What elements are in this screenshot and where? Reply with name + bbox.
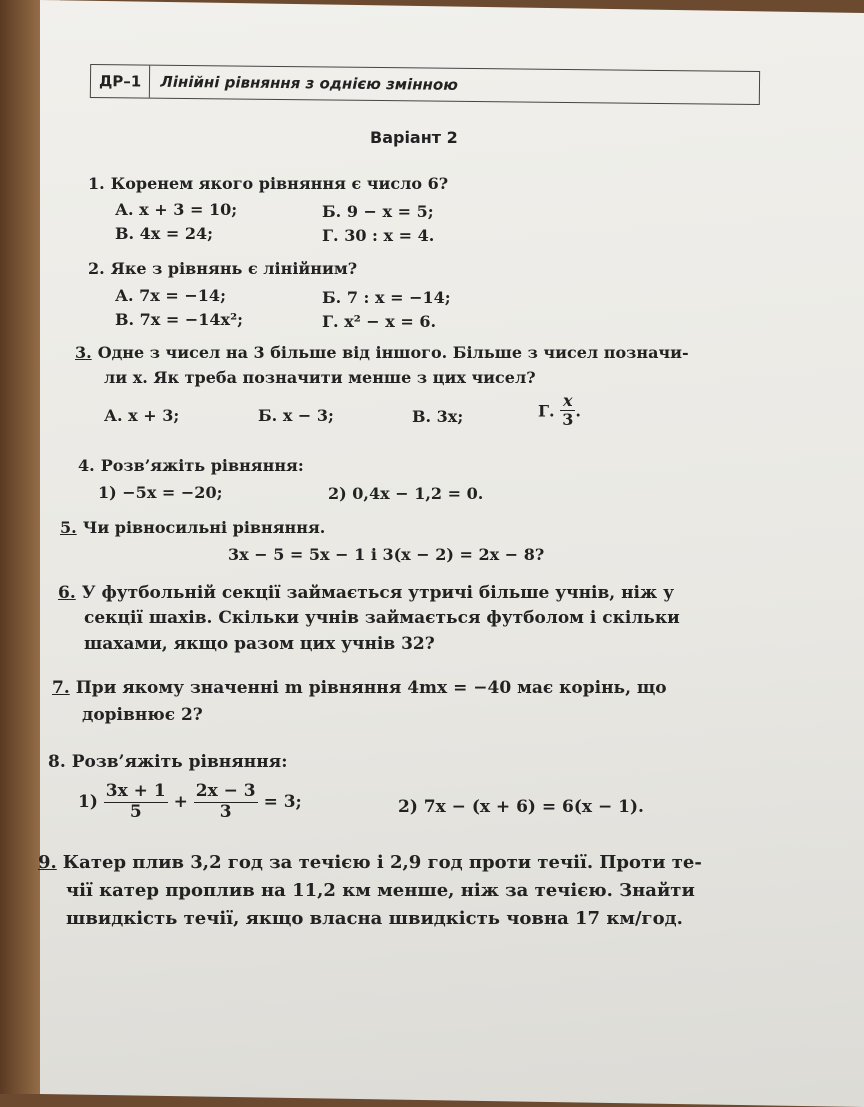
question-9-line-1 xyxy=(38,852,702,873)
question-1-text: Коренем якого рівняння є число 6? xyxy=(110,174,449,193)
question-5 xyxy=(60,518,325,537)
question-8-number: 8. xyxy=(48,752,66,772)
question-2-number: 2. xyxy=(88,259,105,278)
question-8-text: Розв’яжіть рівняння: xyxy=(71,752,288,772)
q3-option-d-denominator: 3 xyxy=(562,410,574,430)
question-6-line-1 xyxy=(58,583,674,603)
question-7-number: 7. xyxy=(52,678,70,698)
q3-option-c: В. 3x; xyxy=(412,407,464,426)
question-9-text-1: Катер плив 3,2 год за течією і 2,9 год проти течії. Проти те- xyxy=(62,852,702,873)
q8-part-1-label: 1) xyxy=(78,792,98,813)
q2-option-a: А. 7x = −14; xyxy=(115,286,226,305)
worksheet-header xyxy=(90,64,760,105)
question-6-text-1: У футбольній секції займається утричі більше учнів, ніж у xyxy=(81,583,674,603)
q1-option-c: В. 4x = 24; xyxy=(115,224,214,243)
q3-option-d-end: . xyxy=(575,401,581,421)
q8-fraction-2-numerator: 2x − 3 xyxy=(195,781,256,801)
question-1-number: 1. xyxy=(88,174,105,193)
question-5-number: 5. xyxy=(60,518,77,537)
q2-option-b: Б. 7 : x = −14; xyxy=(322,288,451,307)
question-4 xyxy=(78,456,304,475)
question-3-number: 3. xyxy=(75,343,92,362)
q8-part-1-end: = 3; xyxy=(263,792,302,813)
question-8 xyxy=(48,752,288,772)
q8-fraction-2 xyxy=(194,782,258,822)
question-7-text-1: При якому значенні m рівняння 4mx = −40 має корінь, що xyxy=(75,678,667,698)
question-2 xyxy=(88,259,357,278)
q3-option-d-fraction xyxy=(560,392,575,430)
q2-option-c: В. 7x = −14x²; xyxy=(115,310,244,329)
question-7-line-2: дорівнює 2? xyxy=(82,705,203,725)
q4-part-2: 2) 0,4x − 1,2 = 0. xyxy=(328,484,484,503)
q3-option-d-numerator: x xyxy=(560,392,575,411)
header-title: Лінійні рівняння з однією змінною xyxy=(160,72,458,94)
q8-part-1 xyxy=(78,782,302,822)
header-code: ДР–1 xyxy=(91,65,151,98)
question-5-equations: 3x − 5 = 5x − 1 і 3(x − 2) = 2x − 8? xyxy=(228,545,545,564)
q8-fraction-2-denominator: 3 xyxy=(219,801,232,822)
q3-option-b: Б. x − 3; xyxy=(258,406,334,425)
question-2-text: Яке з рівнянь є лінійним? xyxy=(110,259,358,278)
question-9-number: 9. xyxy=(38,852,57,873)
question-9-line-3: швидкість течії, якщо власна швидкість човна 17 км/год. xyxy=(66,908,683,929)
q4-part-1: 1) −5x = −20; xyxy=(98,483,223,502)
question-9-line-2: чії катер проплив на 11,2 км менше, ніж за течією. Знайти xyxy=(66,880,695,901)
question-6-line-2: секції шахів. Скільки учнів займається футболом і скільки xyxy=(84,608,680,628)
question-6-line-3: шахами, якщо разом цих учнів 32? xyxy=(84,634,435,654)
q8-fraction-1 xyxy=(104,782,168,822)
q3-option-d xyxy=(538,392,581,430)
variant-title: Варіант 2 xyxy=(370,128,458,147)
q8-fraction-1-denominator: 5 xyxy=(129,801,142,822)
question-1 xyxy=(88,174,448,193)
question-5-text: Чи рівносильні рівняння. xyxy=(82,518,326,537)
q3-option-a: А. x + 3; xyxy=(104,406,180,425)
question-3-line-1 xyxy=(75,343,689,362)
question-3-text-1: Одне з чисел на 3 більше від іншого. Більше з чисел позначи- xyxy=(97,343,689,362)
q8-part-2: 2) 7x − (x + 6) = 6(x − 1). xyxy=(398,797,644,817)
question-6-number: 6. xyxy=(58,583,76,603)
question-4-number: 4. xyxy=(78,456,95,475)
q1-option-b: Б. 9 − x = 5; xyxy=(322,202,434,221)
q2-option-d: Г. x² − x = 6. xyxy=(322,312,437,331)
q8-fraction-1-numerator: 3x + 1 xyxy=(105,781,166,801)
q1-option-d: Г. 30 : x = 4. xyxy=(322,226,435,245)
question-3-line-2: ли x. Як треба позначити менше з цих чисел? xyxy=(104,368,536,387)
q1-option-a: А. x + 3 = 10; xyxy=(115,200,238,219)
q3-option-d-label: Г. xyxy=(538,401,555,421)
question-4-text: Розв’яжіть рівняння: xyxy=(100,456,304,475)
question-7-line-1 xyxy=(52,678,667,698)
q8-plus-sign: + xyxy=(173,792,188,813)
